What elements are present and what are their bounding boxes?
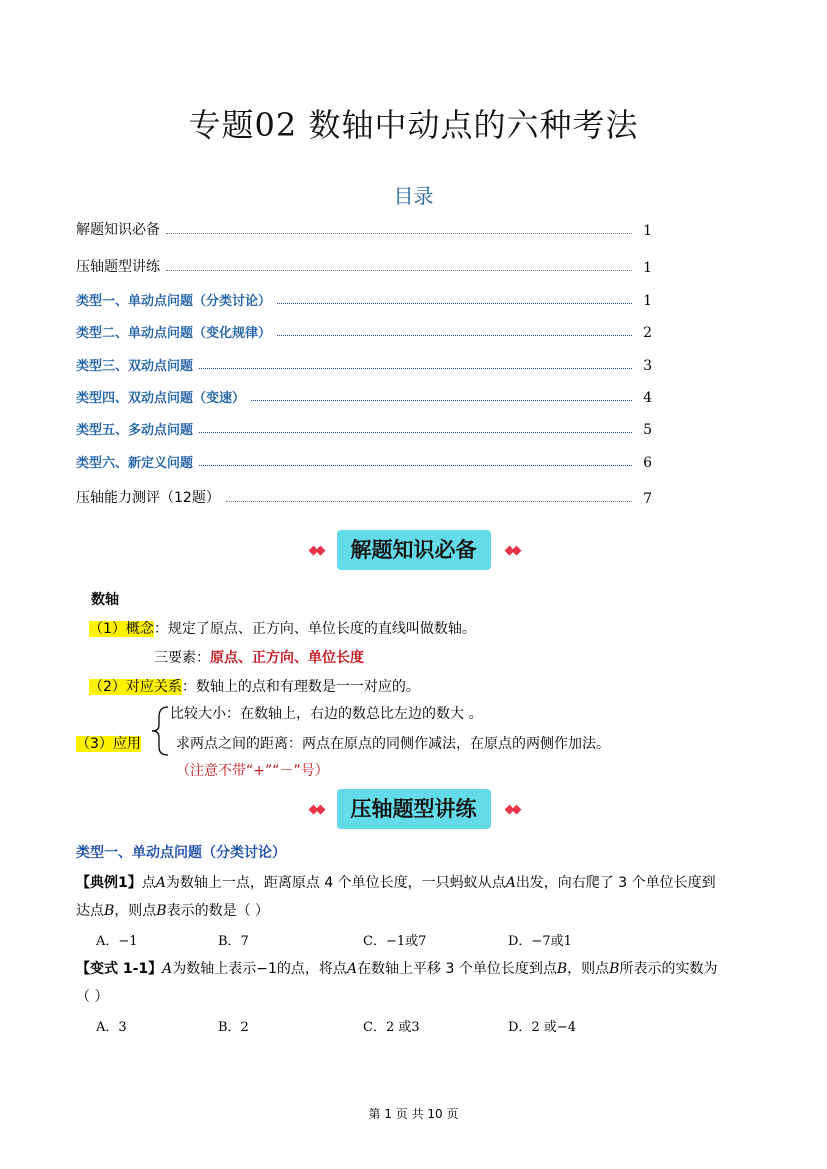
banner-label: 压轴题型讲练 [350, 797, 477, 821]
toc-leader [226, 501, 632, 502]
type-heading: 类型一、单动点问题（分类讨论） [76, 845, 286, 861]
diamond-icon: ◆◆ [308, 542, 323, 558]
toc-entry[interactable] [76, 416, 652, 438]
var-a: A [155, 875, 166, 891]
text: 在数轴上平移 3 个单位长度到点 [357, 961, 557, 977]
application-note: （注意不带“+”“－”号） [176, 763, 329, 779]
toc-leader [199, 432, 632, 433]
toc-entry-page: 3 [643, 358, 652, 374]
application-distance: 求两点之间的距离：两点在原点的同侧作减法，在原点的两侧作加法。 [176, 736, 610, 752]
option[interactable]: A．−1 [96, 934, 138, 949]
toc-entry[interactable] [76, 352, 652, 374]
application-tag: （3）应用 [76, 736, 141, 752]
var-b: B [156, 903, 167, 919]
toc-entry-label: 压轴题型讲练 [76, 259, 160, 275]
option[interactable]: C．−1或7 [363, 934, 427, 949]
toc-entry[interactable] [76, 287, 652, 309]
toc-leader [166, 270, 632, 271]
var-a: A [162, 961, 173, 977]
three-elements-text: 原点、正方向、单位长度 [210, 650, 364, 666]
example-tag: 【典例1】 [76, 875, 142, 891]
text: 所表示的实数为 [619, 961, 718, 977]
diamond-icon: ◆◆ [504, 542, 519, 558]
toc-leader [199, 368, 632, 369]
brace-icon [150, 705, 172, 757]
toc-entry-label: 解题知识必备 [76, 222, 160, 238]
toc-entry-label: 类型五、多动点问题 [76, 423, 194, 438]
toc-entry-label: 类型三、双动点问题 [76, 359, 194, 374]
toc-entry-label: 类型一、单动点问题（分类讨论） [76, 294, 272, 309]
var-a: A [346, 961, 358, 977]
toc-entry[interactable] [76, 449, 652, 471]
correspondence-tag: （2）对应关系 [89, 679, 182, 695]
text: 为数轴上表示−1的点，将点 [172, 961, 347, 977]
three-elements-line [154, 647, 364, 667]
option[interactable]: D．−7或1 [508, 934, 572, 949]
section-banner [0, 789, 827, 829]
three-elements-label: 三要素： [154, 650, 210, 666]
toc-heading: 目录 [393, 184, 434, 208]
toc-entry-page: 1 [643, 260, 652, 276]
topic-heading: 数轴 [91, 592, 119, 608]
var-b: B [556, 961, 568, 977]
toc-leader [166, 233, 632, 234]
concept-line [89, 618, 476, 638]
text: 出发，向右爬了 3 个单位长度到 [515, 875, 716, 891]
toc-entry-label: 类型四、双动点问题（变速） [76, 391, 246, 406]
option[interactable]: A．3 [96, 1020, 127, 1035]
toc-entry[interactable] [76, 485, 652, 507]
toc-entry-label: 类型二、单动点问题（变化规律） [76, 326, 272, 341]
toc-entry[interactable] [76, 319, 652, 341]
example-1-line-1 [76, 872, 716, 892]
diamond-icon: ◆◆ [308, 801, 323, 817]
variant-tag: 【变式 1-1】 [76, 961, 163, 977]
toc-leader [277, 335, 632, 336]
toc-entry[interactable] [76, 384, 652, 406]
toc-leader [199, 465, 632, 466]
page-footer: 第 1 页 共 10 页 [368, 1107, 459, 1121]
application-tag-line [76, 733, 141, 753]
toc-entry-page: 7 [643, 491, 652, 507]
banner-label-box [337, 789, 491, 829]
toc-entry-page: 1 [643, 293, 652, 309]
text: 为数轴上一点，距离原点 4 个单位长度，一只蚂蚁从点 [165, 875, 506, 891]
var-b: B [609, 961, 620, 977]
toc-leader [251, 400, 632, 401]
toc-entry-page: 4 [643, 390, 652, 406]
diamond-icon: ◆◆ [504, 801, 519, 817]
banner-shadow [347, 570, 497, 575]
option[interactable]: C．2 或3 [363, 1020, 420, 1035]
toc-entry[interactable] [76, 217, 652, 239]
banner-label-box [337, 530, 491, 570]
concept-text: ：规定了原点、正方向、单位长度的直线叫做数轴。 [153, 621, 476, 637]
toc-entry-label: 类型六、新定义问题 [76, 456, 194, 471]
option[interactable]: B．7 [218, 934, 249, 949]
toc-leader [277, 303, 632, 304]
text: 点 [141, 875, 156, 891]
option[interactable]: B．2 [218, 1020, 249, 1035]
text: 表示的数是（ ） [166, 903, 270, 919]
text: 达点 [76, 903, 104, 919]
toc-entry-page: 5 [643, 422, 652, 438]
correspondence-line [89, 676, 420, 696]
text: ，则点 [567, 961, 610, 977]
variant-1-1-line-1 [76, 958, 717, 978]
toc-entry-label: 压轴能力测评（12题） [76, 490, 220, 506]
toc-entry-page: 2 [643, 325, 652, 341]
var-a: A [505, 875, 516, 891]
correspondence-text: ：数轴上的点和有理数是一一对应的。 [181, 679, 420, 695]
option[interactable]: D．2 或−4 [508, 1020, 576, 1035]
concept-tag: （1）概念 [89, 621, 154, 637]
banner-shadow [347, 829, 497, 834]
toc-entry-page: 1 [643, 223, 652, 239]
text: ，则点 [114, 903, 157, 919]
variant-1-1-line-2: （ ） [76, 989, 109, 1005]
banner-label: 解题知识必备 [350, 538, 477, 562]
application-compare: 比较大小：在数轴上，右边的数总比左边的数大 。 [170, 706, 483, 722]
example-1-line-2 [76, 900, 269, 920]
toc-entry[interactable] [76, 254, 652, 276]
document-title: 专题02 数轴中动点的六种考法 [188, 106, 639, 144]
toc-entry-page: 6 [643, 455, 652, 471]
section-banner [0, 530, 827, 570]
var-b: B [104, 903, 115, 919]
